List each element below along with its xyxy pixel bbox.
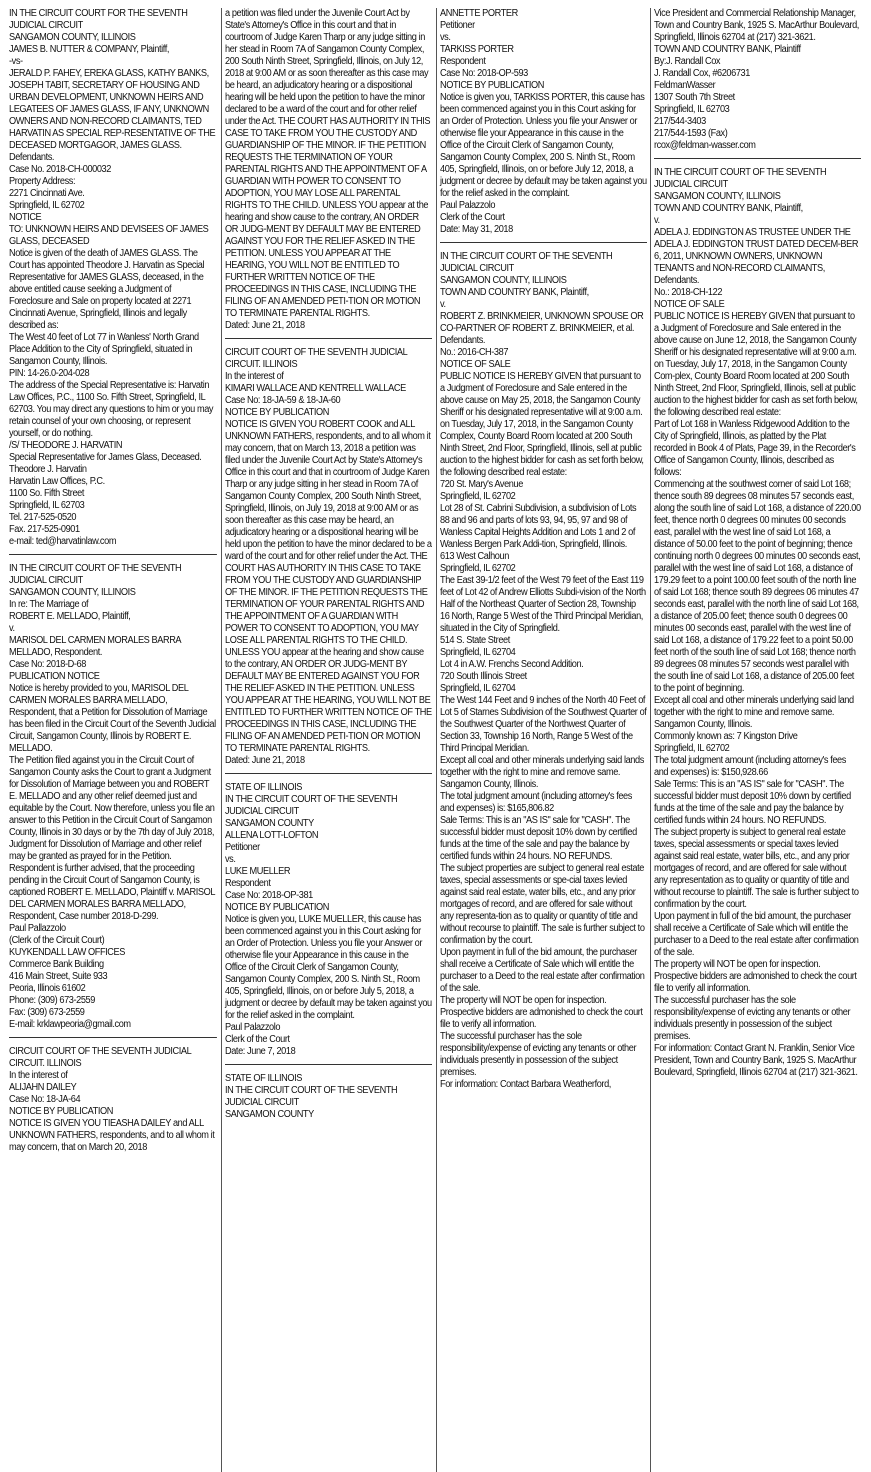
notice-line: The subject property is subject to general real estate taxes, special assessments or special taxes levied against said real estate, water bills, etc., and any prior mortgages of record, and are offered for sale without any representation as to quality or quantity of title and without recourse to plaintiff. The sale is further subject to confirmation by the court. [654,827,859,910]
notice-line: For information: Contact Barbara Weatherford, [439,1079,611,1090]
notice-line: NOTICE [9,212,42,223]
notice-line: TO: UNKNOWN HEIRS AND DEVISEES OF JAMES GLASS, DECEASED [9,224,209,247]
legal-notice [225,1073,432,1121]
notice-line: TOWN AND COUNTRY BANK, Plaintiff, [654,203,804,214]
notice-line: TOWN AND COUNTRY BANK, Plaintiff, [439,287,589,298]
notice-line: No.: 2016-CH-387 [439,347,508,358]
legal-notice [440,8,647,236]
notice-line: Springfield, IL 62703 [654,104,730,115]
notice-line: NOTICE OF SALE [654,299,725,310]
notice-line: Lot 4 in A.W. Frenchs Second Addition. [439,659,583,670]
notice-line: 1100 So. Fifth Street [9,488,85,499]
notice-line: e-mail: ted@harvatinlaw.com [9,536,117,547]
notice-line: ALLENA LOTT-LOFTON [224,830,318,841]
legal-notice [225,782,432,1058]
notice-line: Springfield, IL 62702 [9,200,85,211]
notice-divider [440,242,647,243]
notice-line: The property will NOT be open for inspection. Prospective bidders are admonished to check the court file to verify all information. [654,959,857,994]
notice-line: Peoria, Illinois 61602 [9,983,86,994]
notice-line: SANGAMON COUNTY, ILLINOIS [9,587,136,598]
notice-line: Case No: 18-JA-64 [9,1094,81,1105]
notice-line: 720 St. Mary's Avenue [439,479,523,490]
notice-line: Vice President and Commercial Relationship Manager, Town and Country Bank, 1925 S. MacArthur Boulevard, Springfield, Illinois 62704 at (217) 321-3621. [654,8,860,43]
notice-line: J. Randall Cox, #6206731 [654,68,751,79]
notice-line: No.: 2018-CH-122 [654,287,723,298]
notice-line: TARKISS PORTER [439,44,514,55]
notice-line: Petitioner [439,20,475,31]
notice-line: The subject properties are subject to general real estate taxes, special assessments or spe-cial taxes levied against said real estate, water bills, etc., and any prior mortgages of record, and are offered for sale without any representa-tion as to quality or quantity of title and without recourse to plaintiff. The sale is further subject to confirmation by the court. [439,863,645,946]
legal-notice [440,251,647,1091]
notice-line: Harvatin Law Offices, P.C. [9,476,105,487]
notice-line: NOTICE BY PUBLICATION [439,80,544,91]
notice-line: Case No. 2018-CH-000032 [9,164,111,175]
notice-line: NOTICE BY PUBLICATION [224,407,329,418]
legal-notice [654,167,861,1079]
notice-line: KUYKENDALL LAW OFFICES [9,947,125,958]
notice-line: Paul Palazzolo [439,200,495,211]
notice-line: SANGAMON COUNTY [224,1109,314,1120]
notice-line: Respondent [224,878,271,889]
notice-line: Tel. 217-525-0520 [9,512,77,523]
notice-divider [225,1064,432,1065]
notice-columns [6,8,865,1472]
notice-line: The successful purchaser has the sole responsibility/expense of evicting any tenants or other individuals presently in possession of the subject premises. [439,1031,636,1078]
notice-line: PUBLICATION NOTICE [9,671,100,682]
legal-notice [9,563,217,1031]
notice-line: Sangamon County, Illinois. [654,719,753,730]
notice-line: Commerce Bank Building [9,959,104,970]
notice-line: NOTICE BY PUBLICATION [224,902,329,913]
notice-line: Dated: June 21, 2018 [224,320,305,331]
notice-line: TOWN AND COUNTRY BANK, Plaintiff [654,44,801,55]
notice-line: IN THE CIRCUIT COURT OF THE SEVENTH JUDICIAL CIRCUIT [224,794,398,817]
notice-line: NOTICE IS GIVEN YOU TIEASHA DAILEY and ALL UNKNOWN FATHERS, respondents, and to all whom it may concern, that on March 20, 2018 [9,1118,215,1153]
notice-line: Case No: 2018-D-68 [9,659,86,670]
notice-line: IN THE CIRCUIT COURT OF THE SEVENTH JUDICIAL CIRCUIT [224,1085,398,1108]
notice-line: Notice is given you, LUKE MUELLER, this cause has been commenced against you in this Court asking for an Order of Protection. Unless you file your Answer or otherwise file your Appearance in this cause in the Office of the Circuit Clerk of Sangamon County, Sangamon County Complex, 200 S. Ninth St., Room 405, Springfield, Illinois, on or before July 5, 2018, a judgment or decree by default may be taken against you for the relief asked in the complaint. [224,914,432,1021]
notice-line: Clerk of the Court [439,212,505,223]
notice-line: Case No: 18-JA-59 & 18-JA-60 [224,395,340,406]
notice-line: Paul Pallazzolo [9,923,66,934]
notice-line: Paul Palazzolo [224,1022,280,1033]
notice-line: The total judgment amount (including attorney's fees and expenses) is: $150,928.66 [654,755,847,778]
legal-notice [9,1046,217,1154]
legal-notice [9,8,217,548]
notice-line: Sale Terms: This is an "AS IS" sale for "CASH". The successful bidder must deposit 10% down by certified funds at the time of the sale and pay the balance by certified funds within 24 hours. NO REFUNDS. [439,815,637,862]
notice-line: Fax: (309) 673-2559 [9,1007,85,1018]
notice-line: Notice is hereby provided to you, MARISOL DEL CARMEN MORALES BARRA MELLADO, Respondent, that a Petition for Dissolution of Marriage has been filed in the Circuit Court of the Seventh Judicial Circuit, Sangamon County, Illinois by ROBERT E. MELLADO. [9,683,216,754]
notice-line: ADELA J. EDDINGTON AS TRUSTEE UNDER THE ADELA J. EDDINGTON TRUST DATED DECEM-BER 6, 2011, UNKNOWN OWNERS, UNKNOWN TENANTS and NON-RECORD CLAIMANTS, Defendants. [654,227,859,286]
notice-line: Upon payment in full of the bid amount, the purchaser shall receive a Certificate of Sale which will entitle the purchaser to a Deed to the real estate after confirmation of the sale. [439,947,644,994]
notice-line: Sale Terms: This is an "AS IS" sale for "CASH". The successful bidder must deposit 10% down by certified funds at the time of the sale and pay the balance by certified funds within 24 hours. NO REFUNDS. [654,779,852,826]
notice-line: Clerk of the Court [224,1034,290,1045]
notice-line: 217/544-3403 [654,116,707,127]
notice-line: SANGAMON COUNTY, ILLINOIS [439,275,566,286]
notice-line: 514 S. State Street [439,635,510,646]
notice-line: Case No: 2018-OP-593 [439,68,528,79]
notice-line: The property will NOT be open for inspection. Prospective bidders are admonished to check the court file to verify all information. [439,995,643,1030]
notice-line: STATE OF ILLINOIS [224,782,302,793]
notice-line: E-mail: krklawpeoria@gmail.com [9,1019,131,1030]
notice-line: v. [9,623,15,634]
notice-line: Commencing at the southwest corner of said Lot 168; thence south 89 degrees 08 minutes 57 seconds east, along the south line of said Lot 168, a distance of 220.00 feet, thence north 0 degrees 00 minutes 00 seconds east, parallel with the west line of said Lot 168, a distance of 50.00 feet to the point of beginning; thence continuing north 0 degrees 00 minutes 00 seconds east, parallel with the west line of said Lot 168, a distance of 179.29 feet to a point 100.00 feet south of the north line of said Lot 168; thence south 89 degrees 06 minutes 47 seconds east, parallel with the north line of said Lot 168, a distance of 205.00 feet; thence south 0 degrees 00 minutes 00 seconds east, parallel with the west line of said Lot 168, a distance of 179.22 feet to a point 50.00 feet north of the south line of said Lot 168; thence north 89 degrees 08 minutes 57 seconds west parallel with the south line of said Lot 168, a distance of 205.00 feet to the point of beginning. [654,479,861,694]
notice-line: Springfield, IL 62704 [439,683,515,694]
notice-line: Date: June 7, 2018 [224,1046,296,1057]
notice-line: JAMES B. NUTTER & COMPANY, Plaintiff, [9,44,170,55]
notice-line: 416 Main Street, Suite 933 [9,971,108,982]
notice-line: vs. [439,32,451,43]
notice-line: The address of the Special Representative is: Harvatin Law Offices, P.C., 1100 So. Fifth Street, Springfield, IL 62703. You may direct any questions to him or you may retain counsel of your own choosing, or represent yourself, or do nothing. [9,380,214,439]
notice-line: ALIJAHN DAILEY [9,1082,77,1093]
notice-line: Springfield, IL 62702 [439,491,515,502]
notice-divider [225,338,432,339]
column-4 [650,8,865,1472]
notice-line: In the interest of [9,1070,68,1081]
column-3 [436,8,651,1472]
notice-line: KIMARI WALLACE AND KENTRELL WALLACE [224,383,406,394]
notice-line: MARISOL DEL CARMEN MORALES BARRA MELLADO, Respondent. [9,635,181,658]
notice-line: Lot 28 of St. Cabrini Subdivision, a subdivision of Lots 88 and 96 and parts of lots 93, 94, 95, 97 and 98 of Wanless Capital Heights Addition and Lots 1 and 2 of Wanless Bergen Park Addi-tion, Springfield, Illinois. [439,503,636,550]
notice-line: Special Representative for James Glass, Deceased. [9,452,202,463]
notice-line: CIRCUIT COURT OF THE SEVENTH JUDICIAL CIRCUIT. ILLINOIS [224,347,407,370]
notice-line: The Petition filed against you in the Circuit Court of Sangamon County asks the Court to grant a Judgment for Dissolution of Marriage between you and ROBERT E. MELLADO and any other relief deemed just and equitable by the Court. Now therefore, unless you file an answer to this Petition in the Circuit Court of Sangamon County, Illinois in 30 days or by the 7th day of July 2018, Judgment for Dissolution of Marriage and other relief may be granted as prayed for in the Petition. Respondent is further advised, that the proceeding pending in the Circuit Court of Sangamon County, is captioned ROBERT E. MELLADO, Plaintiff v. MARISOL DEL CARMEN MORALES BARRA MELLADO, Respondent, Case number 2018-D-299. [9,755,215,922]
notice-line: rcox@feldman-wasser.com [654,140,756,151]
notice-line: In the interest of [224,371,284,382]
notice-divider [225,773,432,774]
notice-line: The East 39-1/2 feet of the West 79 feet of the East 119 feet of Lot 42 of Andrew Elliotts Subdi-vision of the North Half of the Northeast Quarter of Section 28, Township 16 North, Range 5 West of the Third Principal Meridian, situated in the City of Springfield. [439,575,646,634]
notice-line: The total judgment amount (including attorney's fees and expenses) is: $165,806.82 [439,791,632,814]
notice-line: Date: May 31, 2018 [439,224,513,235]
notice-line: STATE OF ILLINOIS [224,1073,302,1084]
notice-line: Springfield, IL 62704 [439,647,515,658]
notice-line: 217/544-1593 (Fax) [654,128,728,139]
notice-line: /S/ THEODORE J. HARVATIN [9,440,123,451]
notice-line: SANGAMON COUNTY, ILLINOIS [9,32,136,43]
notice-line: The West 144 Feet and 9 inches of the North 40 Feet of Lot 5 of Starnes Subdivision of the Southwest Quarter of the Southwest Quarter of the Northwest Quarter of Section 33, Township 16 North, Range 5 West of the Third Principal Meridian. [439,695,646,754]
notice-line: Except all coal and other minerals underlying said land together with the right to mine and remove same. [654,695,854,718]
notice-line: PUBLIC NOTICE IS HEREBY GIVEN that pursuant to a Judgment of Foreclosure and Sale entered in the above cause on May 25, 2018, the Sangamon County Sheriff or his designated representative will at 9:00 a.m. on Tuesday, July 17, 2018, in the Sangamon County Complex, County Board Room located at 200 South Ninth Street, 2nd Floor, Springfield, Illinois, sell at public auction to the highest bidder for cash as set forth below, the following described real estate: [439,371,644,478]
notice-line: ANNETTE PORTER [439,8,518,19]
notice-line: Petitioner [224,842,260,853]
notice-line: JERALD P. FAHEY, EREKA GLASS, KATHY BANKS, JOSEPH TABIT, SECRETARY OF HOUSING AND URBAN DEVELOPMENT, UNKNOWN HEIRS AND LEGATEES OF JAMES GLASS, IF ANY, UNKNOWN OWNERS AND NON-RECORD CLAIMANTS, TED HARVATIN AS SPECIAL REP-RESENTATIVE OF THE DECEASED MORTGAGOR, JAMES GLASS. Defendants. [9,68,216,163]
notice-line: NOTICE OF SALE [439,359,510,370]
notice-line: IN THE CIRCUIT COURT FOR THE SEVENTH JUDICIAL CIRCUIT [9,8,188,31]
notice-line: Phone: (309) 673-2559 [9,995,95,1006]
notice-line: ROBERT Z. BRINKMEIER, UNKNOWN SPOUSE OR CO-PARTNER OF ROBERT Z. BRINKMEIER, et al. [439,311,643,334]
notice-line: v. [439,299,446,310]
notice-line: NOTICE BY PUBLICATION [9,1106,113,1117]
notice-line: The West 40 feet of Lot 77 in Wanless' North Grand Place Addition to the City of Springfield, situated in Sangamon County, Illinois. [9,332,199,367]
notice-line: Case No: 2018-OP-381 [224,890,313,901]
notice-line: Commonly known as: 7 Kingston Drive [654,731,798,742]
notice-line: Springfield, IL 62702 [439,563,515,574]
notice-line: PIN: 14-26.0-204-028 [9,368,90,379]
notice-line: vs. [224,854,236,865]
notice-line: ROBERT E. MELLADO, Plaintiff, [9,611,131,622]
notice-line: a petition was filed under the Juvenile Court Act by State's Attorney's Office in this court and that in courtroom of Judge Karen Tharp or any judge sitting in her stead in Room 7A of Sangamon County Complex, 200 South Ninth Street, Springfield, Illinois, on July 12, 2018 at 9:00 AM or as soon thereafter as this case may be heard, an adjudicatory hearing or a dispositional hearing will be held upon the petition to have the minor declared to be a ward of the court and for other relief under the Act. THE COURT HAS AUTHORITY IN THIS CASE TO TAKE FROM YOU THE CUSTODY AND GUARDIANSHIP OF THE MINOR. IF THE PETITION REQUESTS THE TERMINATION OF YOUR PARENTAL RIGHTS AND THE APPOINTMENT OF A GUARDIAN WITH POWER TO CONSENT TO ADOPTION, YOU MAY LOSE ALL PARENTAL RIGHTS TO THE CHILD. UNLESS YOU appear at the hearing and show cause to the contrary, AN ORDER OR JUDG-MENT BY DEFAULT MAY BE ENTERED AGAINST YOU FOR THE RELIEF ASKED IN THE PETITION. UNLESS YOU APPEAR AT THE HEARING, YOU WILL NOT BE ENTITLED TO FURTHER WRITTEN NOTICE OF THE PROCEEDINGS IN THIS CASE, INCLUDING THE FILING OF AN AMENDED PETI-TION OR MOTION TO TERMINATE PARENTAL RIGHTS. [224,8,430,319]
notice-divider [9,1037,217,1038]
notice-line: Fax. 217-525-0901 [9,524,80,535]
notice-line: CIRCUIT COURT OF THE SEVENTH JUDICIAL CIRCUIT. ILLINOIS [9,1046,192,1069]
notice-line: Notice is given you, TARKISS PORTER, this cause has been commenced against you in this Court asking for an Order of Protection. Unless you file your Answer or otherwise file your Appearance in this cause in the Office of the Circuit Clerk of Sangamon County, Sangamon County Complex, 200 S. Ninth St., Room 405, Springfield, Illinois, on or before July 12, 2018, a judgment or decree by default may be taken against you for the relief asked in the complaint. [439,92,647,199]
notice-line: IN THE CIRCUIT COURT OF THE SEVENTH JUDICIAL CIRCUIT [9,563,182,586]
notice-line: NOTICE IS GIVEN YOU ROBERT COOK and ALL UNKNOWN FATHERS, respondents, and to all whom it may concern, that on March 13, 2018 a petition was filed under the Juvenile Court Act by State's Attorney's Office in this court and that in courtroom of Judge Karen Tharp or any judge sitting in her stead in Room 7A of Sangamon County Complex, 200 South Ninth Street, Springfield, Illinois, on July 19, 2018 at 9:00 AM or as soon thereafter as this case may be heard, an adjudicatory hearing or a dispositional hearing will be held upon the petition to have the minor declared to be a ward of the court and for other relief under the Act. THE COURT HAS AUTHORITY IN THIS CASE TO TAKE FROM YOU THE CUSTODY AND GUARDIANSHIP OF THE MINOR. IF THE PETITION REQUESTS THE TERMINATION OF YOUR PARENTAL RIGHTS AND THE APPOINTMENT OF A GUARDIAN WITH POWER TO CONSENT TO ADOPTION, YOU MAY LOSE ALL PARENTAL RIGHTS TO THE CHILD. UNLESS YOU appear at the hearing and show cause to the contrary, AN ORDER OR JUDG-MENT BY DEFAULT MAY BE ENTERED AGAINST YOU FOR THE RELIEF ASKED IN THE PETITION. UNLESS YOU APPEAR AT THE HEARING, YOU WILL NOT BE ENTITLED TO FURTHER WRITTEN NOTICE OF THE PROCEEDINGS IN THIS CASE, INCLUDING THE FILING OF AN AMENDED PETI-TION OR MOTION TO TERMINATE PARENTAL RIGHTS. [224,419,432,754]
notice-line: Part of Lot 168 in Wanless Ridgewood Addition to the City of Springfield, Illinois, as platted by the Plat recorded in Book 4 of Plats, Page 39, in the Recorder's Office of Sangamon County, Illinois, described as follows: [654,419,856,478]
notice-line: SANGAMON COUNTY [224,818,314,829]
notice-line: 1307 South 7th Street [654,92,736,103]
notice-line: IN THE CIRCUIT COURT OF THE SEVENTH JUDICIAL CIRCUIT [439,251,612,274]
notice-line: (Clerk of the Circuit Court) [9,935,105,946]
notice-line: 720 South Illinois Street [439,671,527,682]
notice-line: IN THE CIRCUIT COURT OF THE SEVENTH JUDICIAL CIRCUIT [654,167,827,190]
notice-line: 2271 Cincinnati Ave. [9,188,85,199]
notice-line: Dated: June 21, 2018 [224,755,305,766]
notice-line: LUKE MUELLER [224,866,290,877]
notice-line: Except all coal and other minerals underlying said lands together with the right to mine and remove same. [439,755,644,778]
notice-line: The successful purchaser has the sole responsibility/expense of evicting any tenants or other individuals presently in possession of the subject premises. [654,995,851,1042]
notice-line: -vs- [9,56,23,67]
notice-line: Notice is given of the death of JAMES GLASS. The Court has appointed Theodore J. Harvatin as Special Representative for JAMES GLASS, deceased, in the above entitled cause seeking a Judgment of Foreclosure and Sale on property located at 2271 Cincinnati Avenue, Springfield, Illinois and legally described as: [9,248,205,331]
notice-line: FeldmanWasser [654,80,716,91]
notice-line: Sangamon County, Illinois. [439,779,538,790]
legal-notice [654,8,861,152]
notice-line: In re: The Marriage of [9,599,89,610]
notice-line: Respondent [439,56,485,67]
notice-line: Theodore J. Harvatin [9,464,87,475]
notice-line: Property Address: [9,176,76,187]
notice-line: SANGAMON COUNTY, ILLINOIS [654,191,781,202]
notice-divider [9,554,217,555]
notice-line: For information: Contact Grant N. Franklin, Senior Vice President, Town and Country Bank, 1925 S. MacArthur Boulevard, Springfield, Illinois 62704 at (217) 321-3621. [654,1043,858,1078]
notice-line: 613 West Calhoun [439,551,509,562]
notice-line: v. [654,215,660,226]
notice-line: Upon payment in full of the bid amount, the purchaser shall receive a Certificate of Sale which will entitle the purchaser to a Deed to the real estate after confirmation of the sale. [654,911,859,958]
legal-notice [225,8,432,332]
notice-line: Springfield, IL 62703 [9,500,85,511]
legal-notice [225,347,432,767]
column-2 [221,8,436,1472]
notice-line: Springfield, IL 62702 [654,743,730,754]
notice-line: Defendants. [439,335,485,346]
notice-divider [654,158,861,159]
column-1 [6,8,221,1472]
notice-line: PUBLIC NOTICE IS HEREBY GIVEN that pursuant to a Judgment of Foreclosure and Sale entered in the above cause on June 12, 2018, the Sangamon County Sheriff or his designated representative will at 9:00 a.m. on Tuesday, July 17, 2018, in the Sangamon County Com-plex, County Board Room located at 200 South Ninth Street, 2nd Floor, Springfield, Illinois, sell at public auction to the highest bidder for cash as set forth below, the following described real estate: [654,311,858,418]
notice-line: By:J. Randall Cox [654,56,721,67]
